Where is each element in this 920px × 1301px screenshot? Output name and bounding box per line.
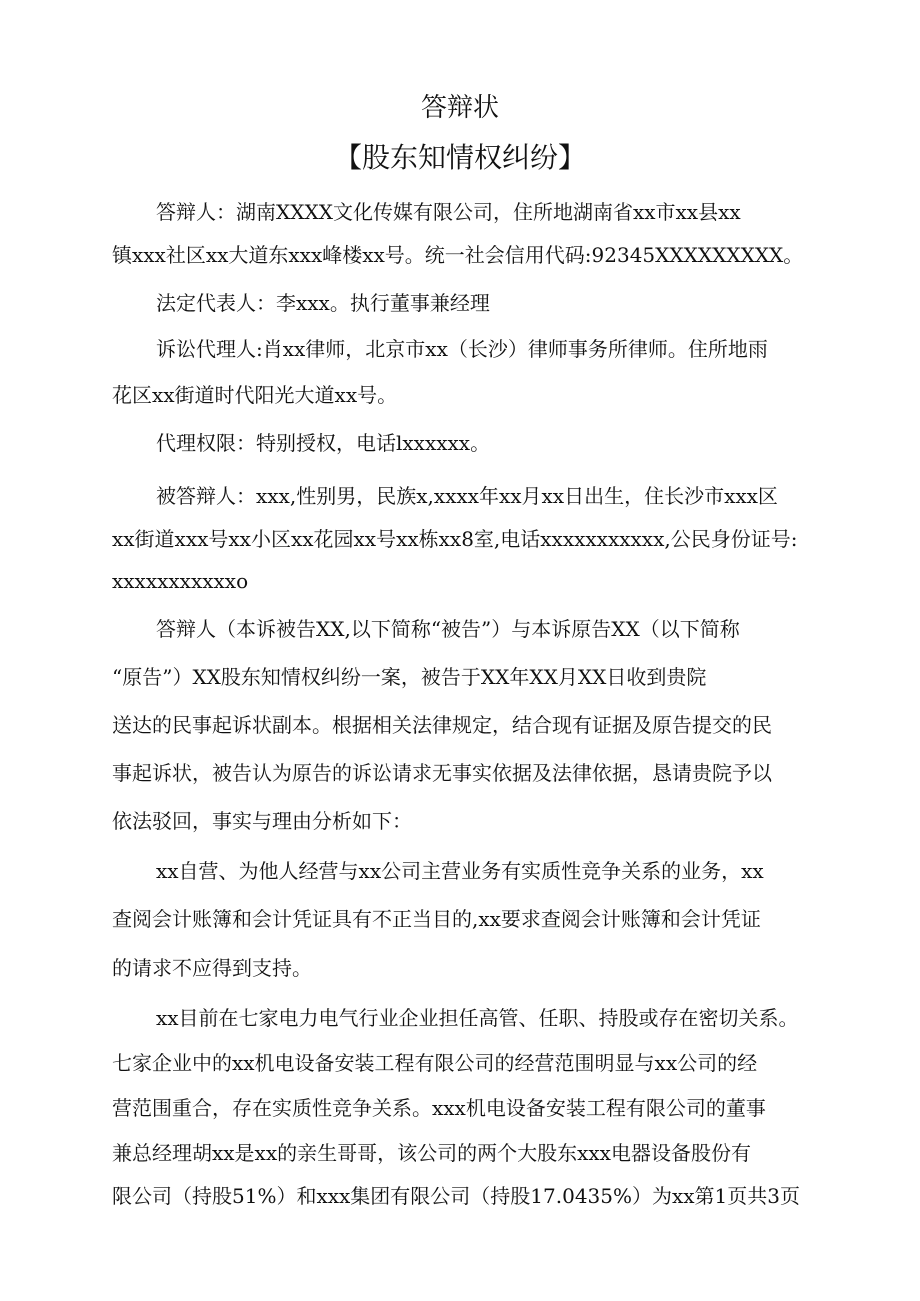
respondent-line-1: 答辩人：湖南XXXX文化传媒有限公司，住所地湖南省xx市xx县xx (156, 200, 741, 224)
respondent-line-2: 镇xxx社区xx大道东xxx峰楼xx号。统一社会信用代码:92345XXXXXXXXX。 (112, 243, 804, 267)
statement-line-2: “原告”）XX股东知情权纠纷一案，被告于XX年XX月XX日收到贵院 (112, 665, 707, 689)
statement-line-1: 答辩人（本诉被告XX,以下简称“被告”）与本诉原告XX（以下简称 (156, 617, 740, 641)
facts-line-4: 兼总经理胡xx是xx的亲生哥哥，该公司的两个大股东xxx电器设备股份有 (112, 1141, 751, 1165)
argument-line-1: xx自营、为他人经营与xx公司主营业务有实质性竞争关系的业务，xx (156, 859, 764, 883)
facts-line-3: 营范围重合，存在实质性竞争关系。xxx机电设备安装工程有限公司的董事 (112, 1096, 766, 1120)
appellee-line-3: xxxxxxxxxxxo (112, 569, 249, 593)
statement-line-5: 依法驳回，事实与理由分析如下： (112, 809, 412, 833)
argument-line-3: 的请求不应得到支持。 (112, 956, 312, 980)
appellee-line-1: 被答辩人：xxx,性别男，民族x,xxxx年xx月xx日出生，住长沙市xxx区 (156, 484, 778, 508)
document-title: 答辩状 (420, 93, 499, 123)
statement-line-3: 送达的民事起诉状副本。根据相关法律规定，结合现有证据及原告提交的民 (112, 713, 772, 737)
document-subtitle: 【股东知情权纠纷】 (333, 141, 586, 174)
appellee-line-2: xx街道xxx号xx小区xx花园xx号xx栋xx8室,电话xxxxxxxxxxx,公民身份证号: (112, 527, 798, 551)
facts-line-5-page-footer: 限公司（持股51%）和xxx集团有限公司（持股17.0435%）为xx第1页共3页 (112, 1184, 801, 1208)
agent-line-1: 诉讼代理人:肖xx律师，北京市xx（长沙）律师事务所律师。住所地雨 (156, 337, 768, 361)
argument-line-2: 查阅会计账簿和会计凭证具有不正当目的,xx要求查阅会计账簿和会计凭证 (112, 907, 761, 931)
facts-line-2: 七家企业中的xx机电设备安装工程有限公司的经营范围明显与xx公司的经 (112, 1051, 758, 1075)
agency-authority-line: 代理权限：特别授权，电话lxxxxxx。 (156, 431, 491, 455)
legal-representative-line: 法定代表人：李xxx。执行董事兼经理 (156, 291, 490, 315)
facts-line-1: xx目前在七家电力电气行业企业担任高管、任职、持股或存在密切关系。 (156, 1006, 799, 1030)
agent-line-2: 花区xx街道时代阳光大道xx号。 (112, 383, 398, 407)
statement-line-4: 事起诉状，被告认为原告的诉讼请求无事实依据及法律依据，恳请贵院予以 (112, 761, 772, 785)
